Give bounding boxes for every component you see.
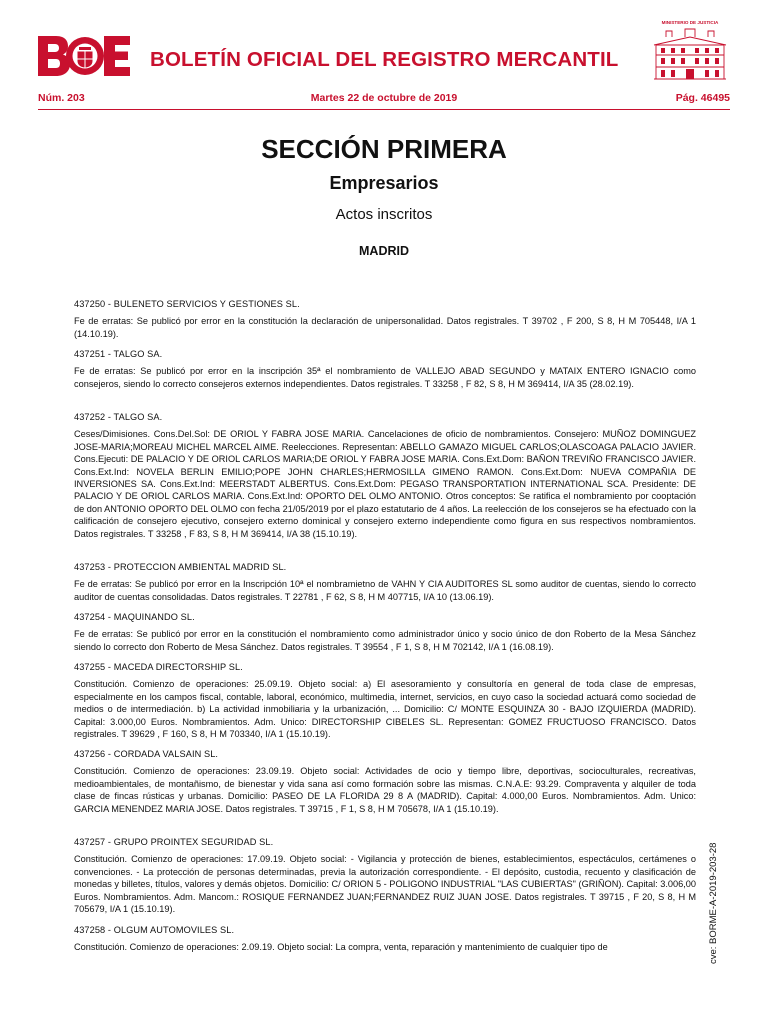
page-number: Pág. 46495 [675,92,730,104]
entry-title: 437252 - TALGO SA. [74,412,163,422]
section-subtitle: Empresarios [329,173,439,193]
header [38,20,728,86]
entry-437251 [74,348,696,390]
entry-437258 [74,924,696,954]
entry-body: Constitución. Comienzo de operaciones: 17.09.19. Objeto social: - Vigilancia y protección de bienes, establecimientos, espectáculos, certámenes o convenciones. - La protección de personas determinadas, previa la autorización correspondiente. - El depósito, custodia, recuento y clasificación de monedas y billetes, títulos, valores y demás objetos. Domicilio: C/ ORION 5 - POLIGONO INDUSTRIAL "LAS CUBIERTAS" (GRIÑON). Capital: 3.006,00 Euros. Nombramientos. Adm. Mancom.: ROSIQUE FERNANDEZ JUAN;FERNANDEZ RUIZ JUAN JOSE. Datos registrales. T 39715 , F 20, S 8, H M 705679, I/A 1 (15.10.19). [74,854,696,915]
issue-date: Martes 22 de octubre de 2019 [310,92,458,104]
entry-title: 437257 - GRUPO PROINTEX SEGURIDAD SL. [74,837,274,847]
entry-body: Fe de erratas: Se publicó por error en la constitución la declaración de unipersonalidad. Datos registrales. T 39702 , F 200, S 8, H M 705448, I/A 1 (14.10.19). [74,316,696,339]
header-divider [38,109,730,110]
entry-title: 437251 - TALGO SA. [74,349,163,359]
ministry-logo [650,20,730,82]
entry-title: 437253 - PROTECCION AMBIENTAL MADRID SL. [74,562,287,572]
entry-body: Fe de erratas: Se publicó por error en la inscripción 35ª el nombramiento de VALLEJO ABAD SEGUNDO y MATAIX ENTERO IGNACIO como consejeros, siendo lo correcto consejeros externos independientes. Datos registrales. T 33258 , F 82, S 8, H M 369414, I/A 35 (28.02.19). [74,366,696,389]
issue-number: Núm. 203 [38,92,85,104]
entry-437256 [74,748,696,815]
entry-title: 437256 - CORDADA VALSAIN SL. [74,749,219,759]
entry-body: Constitución. Comienzo de operaciones: 2.09.19. Objeto social: La compra, venta, reparación y mantenimiento de cualquier tipo de [74,942,608,953]
cve-identifier: cve: BORME-A-2019-203-28 [708,842,719,964]
section-title: SECCIÓN PRIMERA [261,134,507,164]
ministry-label: MINISTERIO DE JUSTICIA [661,20,719,25]
entry-437252 [74,411,696,540]
entry-body: Ceses/Dimisiones. Cons.Del.Sol: DE ORIOL Y FABRA JOSE MARIA. Cancelaciones de oficio de nombramientos. Consejero: MUÑOZ DOMINGUEZ JOSE-MARIA;MOREAU MICHEL MARCEL AIME. Reelecciones. Representan: ABELLO GAMAZO MIGUEL CARLOS;OLASCOAGA PALACIO JAVIER. Cons.Ejecuti: DE PALACIO Y DE ORIOL CARLOS MARIA;DE ORIOL Y FABRA JOSE MARIA. Cons.Ext.Dom: BAÑON TREVIÑO FRANCISCO JAVIER. Cons.Ext.Ind: NOVELA BERLIN EMILIO;POPE JOHN CHARLES;HERMOSILLA GIMENO RAMON. Cons.Ext.Dom: NUEVA COMPAÑIA DE INVERSIONES SA. Cons.Ext.Ind: MEERSTADT ALBERTUS. Cons.Ext.Dom: PEGASO TRANSPORTATION INTERNATIONAL SCA. Presidente: DE PALACIO Y DE ORIOL CARLOS MARIA. Cons.Ext.Ind: OPORTO DEL OLMO ANTONIO. Otros conceptos: Se ratifica el nombramiento por cooptación de don ANTONIO OPORTO DEL OLMO con fecha 21/05/2019 por el plazo estatutario de 4 años. La reelección de los consejeros se ha efectuado con la calificación de consejero ejecutivo, consejero externo dominical y consejero externo independiente como figura en sus respectivos nombramientos. Datos registrales. T 33258 , F 83, S 8, H M 369414, I/A 38 (15.10.19). [74,429,696,539]
entry-title: 437250 - BULENETO SERVICIOS Y GESTIONES SL. [74,299,300,309]
entry-437254 [74,611,696,653]
entry-437253 [74,561,696,603]
entry-title: 437254 - MAQUINANDO SL. [74,612,195,622]
bulletin-meta [38,92,730,106]
bulletin-title: BOLETÍN OFICIAL DEL REGISTRO MERCANTIL [150,48,619,71]
entry-body: Constitución. Comienzo de operaciones: 25.09.19. Objeto social: a) El asesoramiento y consultoría en general de toda clase de empresas, especialmente en los campos fiscal, contable, laboral, económico, multimedia, internet, servicios, en cuyo caso la sociedad actuará como sociedad de medios o de intermediación. b) La actividad inmobiliaria y la urbanización, ... Domicilio: C/ MONTE ESQUINZA 30 - BAJO IZQUIERDA (MADRID). Capital: 3.000,00 Euros. Nombramientos. Adm. Unico: DIRECTORSHIP CIBELES SL. Representan: GOMEZ FRUCTUOSO FRANCISCO. Datos registrales. T 39629 , F 160, S 8, H M 703340, I/A 1 (15.10.19). [74,679,696,740]
entry-437257 [74,836,696,915]
section-acts-heading: Actos inscritos [335,206,433,223]
entry-body: Constitución. Comienzo de operaciones: 23.09.19. Objeto social: Actividades de ocio y tiempo libre, deportivas, socioculturales, recreativas, medioambientales, de montañismo, de bienestar y vida sana así como formación sobre las mismas. C.N.A.E: 93.29. Compraventa y alquiler de toda clase de fincas rústicas y urbanas. Domicilio: PASEO DE LA FLORIDA 29 8 A (MADRID). Capital: 4.000,00 Euros. Nombramientos. Adm. Unico: GARCIA MENENDEZ MARIA JOSE. Datos registrales. T 39715 , F 1, S 8, H M 705678, I/A 1 (15.10.19). [74,766,696,814]
entry-body: Fe de erratas: Se publicó por error en la Inscripción 10ª el nombramietno de VAHN Y CIA AUDITORES SL somo auditor de cuentas, siendo lo correcto auditor de cuentas consolidadas. Datos registrales. T 22781 , F 62, S 8, H M 407715, I/A 10 (13.06.19). [74,579,696,602]
entry-title: 437255 - MACEDA DIRECTORSHIP SL. [74,662,243,672]
entry-title: 437258 - OLGUM AUTOMOVILES SL. [74,925,235,935]
province-heading: MADRID [359,244,409,258]
entry-437255 [74,661,696,740]
boe-logo [38,36,130,76]
ministry-building-icon [652,27,728,81]
entry-437250 [74,298,696,340]
entry-body: Fe de erratas: Se publicó por error en la constitución el nombramiento como administrador único y socio único de don Roberto de la Mesa Sánchez siendo lo correcto don Roberto de Mesa Sánchez. Datos registrales. T 39554 , F 1, S 8, H M 702142, I/A 1 (16.08.19). [74,629,696,652]
